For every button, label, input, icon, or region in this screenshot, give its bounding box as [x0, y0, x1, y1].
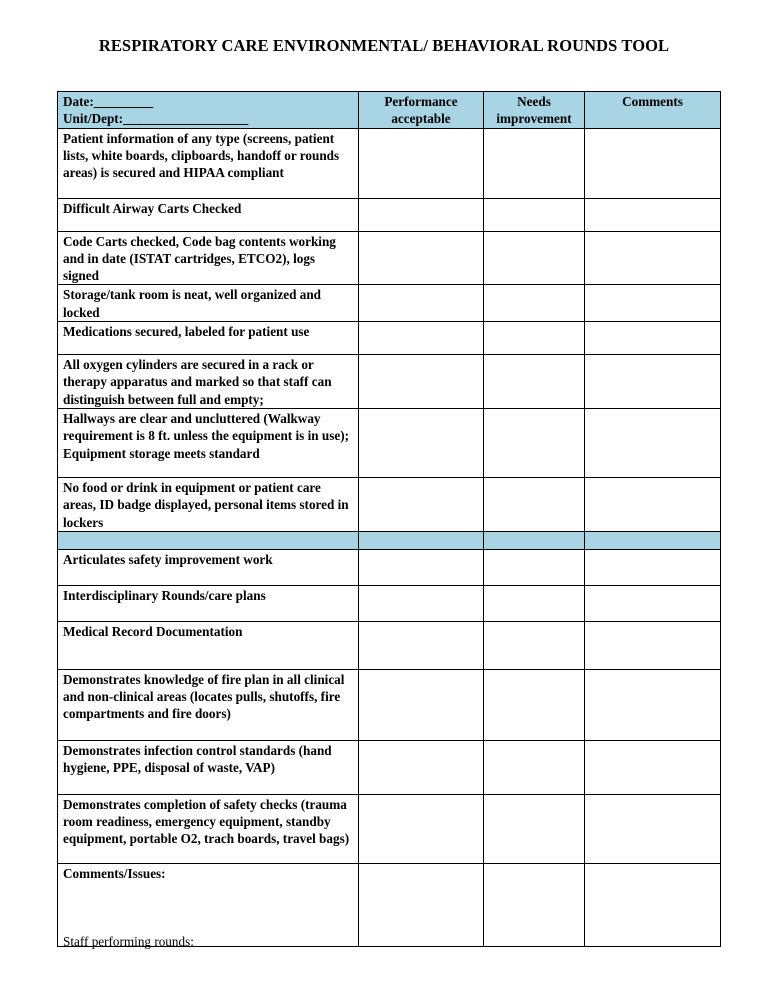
table-header-row [58, 92, 721, 129]
needs-cell[interactable] [484, 231, 585, 285]
item-label: Medical Record Documentation [58, 621, 359, 669]
needs-cell[interactable] [484, 355, 585, 409]
table-row [58, 740, 721, 794]
table-row [58, 128, 721, 198]
performance-acceptable-header: Performance acceptable [359, 92, 484, 129]
comments-cell[interactable] [585, 322, 721, 355]
table-row [58, 621, 721, 669]
comments-cell[interactable] [585, 128, 721, 198]
needs-cell[interactable] [484, 794, 585, 863]
needs-cell[interactable] [484, 128, 585, 198]
item-label: Interdisciplinary Rounds/care plans [58, 585, 359, 621]
comments-cell[interactable] [585, 863, 721, 946]
needs-cell[interactable] [484, 740, 585, 794]
item-label: Code Carts checked, Code bag contents working and in date (ISTAT cartridges, ETCO2), logs signed [58, 231, 359, 285]
page-title: RESPIRATORY CARE ENVIRONMENTAL/ BEHAVIORAL ROUNDS TOOL [98, 36, 670, 55]
comments-cell[interactable] [585, 549, 721, 585]
comments-header: Comments [585, 92, 721, 129]
item-label: All oxygen cylinders are secured in a rack or therapy apparatus and marked so that staff can distinguish between full and empty; [58, 355, 359, 409]
comments-cell[interactable] [585, 794, 721, 863]
table-row [58, 198, 721, 231]
item-label: Difficult Airway Carts Checked [58, 198, 359, 231]
performance-cell[interactable] [359, 585, 484, 621]
needs-cell[interactable] [484, 285, 585, 322]
divider-cell [484, 531, 585, 549]
needs-cell[interactable] [484, 585, 585, 621]
table-row [58, 231, 721, 285]
table-row [58, 585, 721, 621]
performance-cell[interactable] [359, 863, 484, 946]
comments-cell[interactable] [585, 198, 721, 231]
needs-cell[interactable] [484, 549, 585, 585]
comments-cell[interactable] [585, 408, 721, 477]
needs-cell[interactable] [484, 863, 585, 946]
table-row [58, 408, 721, 477]
performance-cell[interactable] [359, 408, 484, 477]
performance-cell[interactable] [359, 669, 484, 740]
section-divider-row [58, 531, 721, 549]
item-label: Patient information of any type (screens, patient lists, white boards, clipboards, handoff or rounds areas) is secured and HIPAA compliant [58, 128, 359, 198]
comments-cell[interactable] [585, 285, 721, 322]
item-label: Demonstrates completion of safety checks (trauma room readiness, emergency equipment, standby equipment, portable O2, trach boards, travel bags) [58, 794, 359, 863]
item-label: Storage/tank room is neat, well organized and locked [58, 285, 359, 322]
item-label: Hallways are clear and uncluttered (Walkway requirement is 8 ft. unless the equipment is in use); Equipment storage meets standard [58, 408, 359, 477]
performance-cell[interactable] [359, 355, 484, 409]
comments-cell[interactable] [585, 669, 721, 740]
performance-cell[interactable] [359, 549, 484, 585]
performance-cell[interactable] [359, 740, 484, 794]
item-label: Demonstrates infection control standards (hand hygiene, PPE, disposal of waste, VAP) [58, 740, 359, 794]
item-label: No food or drink in equipment or patient care areas, ID badge displayed, personal items stored in lockers [58, 477, 359, 531]
unit-dept-field[interactable]: Unit/Dept:___________________ [63, 111, 249, 127]
performance-cell[interactable] [359, 322, 484, 355]
item-label: Medications secured, labeled for patient use [58, 322, 359, 355]
performance-cell[interactable] [359, 794, 484, 863]
table-row [58, 477, 721, 531]
comments-cell[interactable] [585, 355, 721, 409]
performance-cell[interactable] [359, 198, 484, 231]
needs-cell[interactable] [484, 669, 585, 740]
divider-cell [585, 531, 721, 549]
needs-cell[interactable] [484, 477, 585, 531]
needs-cell[interactable] [484, 408, 585, 477]
needs-cell[interactable] [484, 621, 585, 669]
table-row [58, 285, 721, 322]
comments-cell[interactable] [585, 621, 721, 669]
needs-cell[interactable] [484, 322, 585, 355]
table-row [58, 355, 721, 409]
needs-improvement-header: Needs improvement [484, 92, 585, 129]
needs-cell[interactable] [484, 198, 585, 231]
table-row [58, 794, 721, 863]
comments-cell[interactable] [585, 477, 721, 531]
table-row [58, 669, 721, 740]
divider-cell [359, 531, 484, 549]
comments-issues-label: Comments/Issues: [58, 863, 359, 946]
staff-performing-rounds-label: Staff performing rounds: [63, 934, 194, 949]
date-field[interactable]: Date:_________ [63, 94, 154, 109]
comments-cell[interactable] [585, 231, 721, 285]
performance-cell[interactable] [359, 128, 484, 198]
date-unit-header [58, 92, 359, 129]
table-row [58, 549, 721, 585]
performance-cell[interactable] [359, 231, 484, 285]
divider-cell [58, 531, 359, 549]
performance-cell[interactable] [359, 477, 484, 531]
item-label: Demonstrates knowledge of fire plan in all clinical and non-clinical areas (locates pulls, shutoffs, fire compartments and fire doors) [58, 669, 359, 740]
table-row [58, 322, 721, 355]
performance-cell[interactable] [359, 621, 484, 669]
item-label: Articulates safety improvement work [58, 549, 359, 585]
comments-cell[interactable] [585, 585, 721, 621]
rounds-table [57, 91, 721, 947]
comments-cell[interactable] [585, 740, 721, 794]
performance-cell[interactable] [359, 285, 484, 322]
